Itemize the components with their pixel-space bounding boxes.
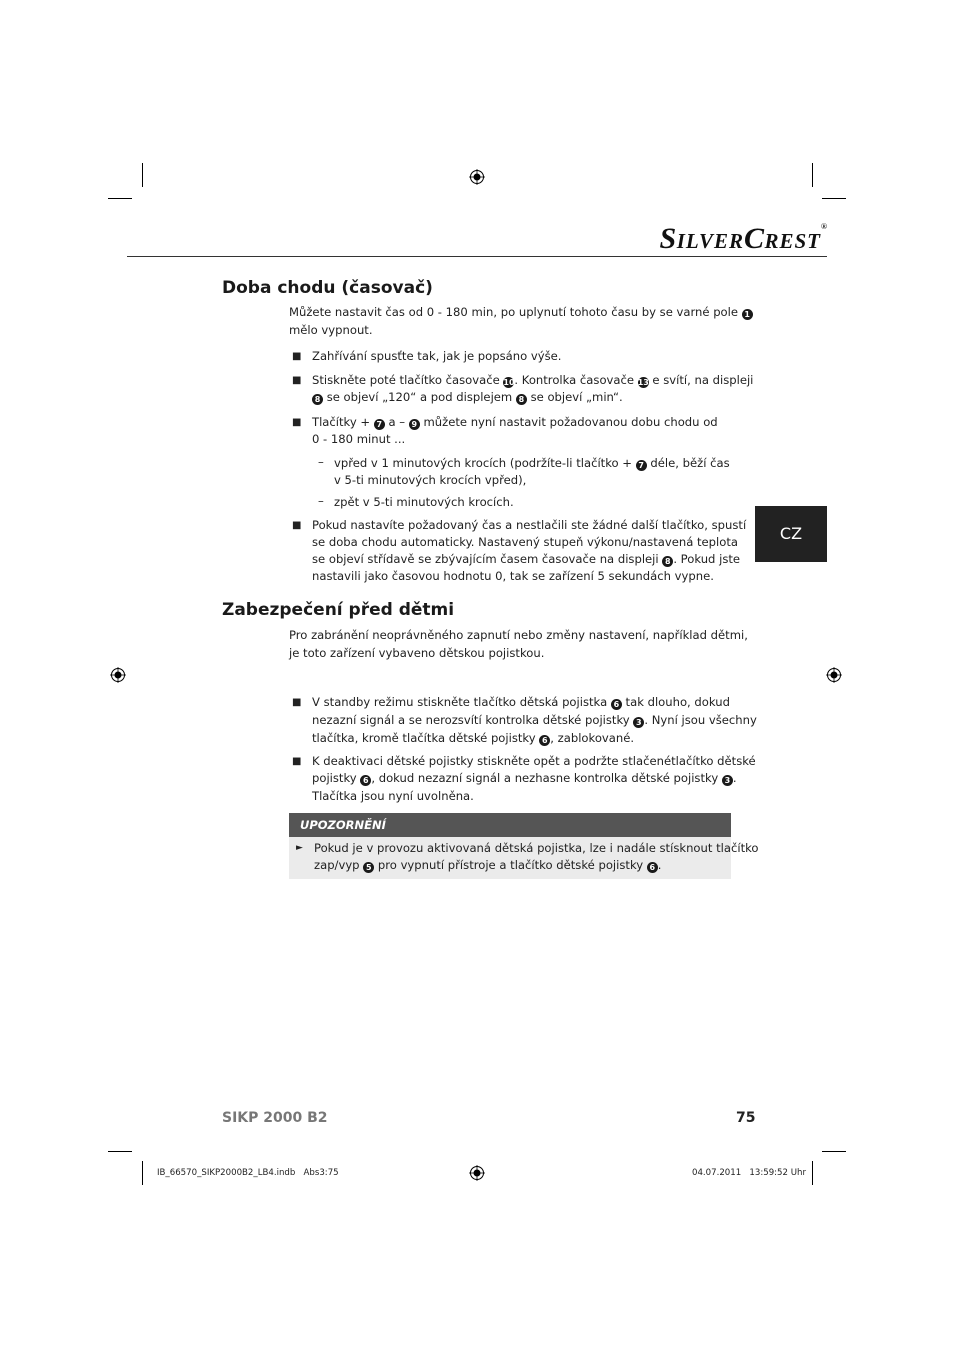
marker-number: 13 (637, 378, 649, 387)
list-item: Tlačítky + 7 a – 9 můžete nyní nastavit požadovanou dobu chodu od (312, 415, 718, 429)
marker-number: 8 (312, 394, 323, 405)
bullet-icon: ■ (292, 375, 302, 386)
marker-number: 6 (539, 735, 550, 746)
bullet-icon: ■ (292, 697, 302, 708)
registration-mark-icon (469, 169, 485, 185)
marker-number: 7 (374, 419, 385, 430)
note-arrow-icon: ► (296, 843, 303, 853)
section-title-timer: Doba chodu (časovač) (222, 278, 433, 298)
list-item-continuation: tlačítka, kromě tlačítka dětské pojistky 6 , zablokované. (312, 731, 635, 745)
registration-mark-icon (469, 1165, 485, 1181)
paragraph: Pro zabránění neoprávněného zapnutí nebo změny nastavení, například dětmi, (289, 628, 748, 642)
crop-mark (108, 1151, 132, 1152)
marker-number: 8 (516, 394, 527, 405)
list-item: Pokud nastavíte požadovaný čas a nestlačili ste žádné další tlačítko, spustí (312, 518, 747, 532)
crop-mark (822, 198, 846, 199)
paragraph: mělo vypnout. (289, 323, 373, 337)
paragraph: je toto zařízení vybaveno dětskou pojistkou. (289, 646, 545, 660)
paragraph: Můžete nastavit čas od 0 - 180 min, po uplynutí tohoto času by se varné pole 1 (289, 304, 753, 322)
bullet-icon: ■ (292, 520, 302, 531)
footer-model: SIKP 2000 B2 (222, 1110, 328, 1126)
marker-number: 7 (636, 460, 647, 471)
marker-number: 9 (409, 419, 420, 430)
crop-mark (812, 1161, 813, 1185)
sub-list-item: vpřed v 1 minutových krocích (podržíte-li tlačítko + 7 déle, běží čas (334, 456, 730, 470)
note-heading: UPOZORNĚNÍ (289, 813, 731, 837)
list-item-continuation: 8 se objeví „120“ a pod displejem 8 se objeví „min“. (312, 389, 623, 407)
note-text: zap/vyp 5 pro vypnutí přístroje a tlačítko dětské pojistky 6 . (314, 858, 662, 872)
slug-file-info: IB_66570_SIKP2000B2_LB4.indb Abs3:75 (157, 1168, 339, 1178)
list-item: Stiskněte poté tlačítko časovače 10. Kontrolka časovače 13 e svítí, na displeji (312, 373, 754, 387)
marker-number: 3 (633, 717, 644, 728)
bullet-icon: ■ (292, 756, 302, 767)
sub-list-item: zpět v 5-ti minutových krocích. (334, 495, 514, 509)
language-tab: CZ (755, 506, 827, 562)
marker-number: 6 (360, 775, 371, 786)
list-item-continuation: pojistky 6 , dokud nezazní signál a nezhasne kontrolka dětské pojistky 3 . (312, 771, 737, 785)
page-number: 75 (736, 1110, 756, 1126)
list-item: K deaktivaci dětské pojistky stiskněte opět a podržte stlačenétlačítko dětské (312, 754, 756, 768)
marker-number: 5 (363, 862, 374, 873)
note-text: Pokud je v provozu aktivovaná dětská pojistka, lze i nadále stísknout tlačítko (314, 841, 759, 855)
registration-mark-icon (826, 667, 842, 683)
crop-mark (812, 163, 813, 187)
list-item-continuation: se objeví střídavě se zbývajícím časem časovače na displeji 8 . Pokud jste (312, 552, 741, 566)
list-item-continuation: nastavili jako časovou hodnotu 0, tak se zařízení 5 sekundách vypne. (312, 569, 714, 583)
brand-logo: SILVERCREST® (659, 222, 827, 255)
marker-number: 10 (503, 378, 515, 387)
crop-mark (142, 163, 143, 187)
bullet-icon: ■ (292, 351, 302, 362)
marker-number: 8 (662, 556, 673, 567)
list-item-continuation: Tlačítka jsou nyní uvolněna. (312, 789, 474, 803)
bullet-icon: ■ (292, 417, 302, 428)
crop-mark (142, 1161, 143, 1185)
list-item: V standby režimu stiskněte tlačítko dětská pojistka 6 tak dlouho, dokud (312, 695, 730, 709)
list-item-continuation: 0 - 180 minut ... (312, 432, 406, 446)
dash-marker: – (318, 494, 324, 508)
header-rule (127, 256, 827, 257)
list-item-continuation: se doba chodu automaticky. Nastavený stupeň výkonu/nastavená teplota (312, 535, 738, 549)
list-item-continuation: nezazní signál a se nerozsvítí kontrolka dětské pojistky 3 . Nyní jsou všechny (312, 713, 757, 727)
slug-timestamp: 04.07.2011 13:59:52 Uhr (692, 1168, 806, 1178)
section-title-child-lock: Zabezpečení před dětmi (222, 600, 455, 620)
crop-mark (822, 1151, 846, 1152)
dash-marker: – (318, 455, 324, 469)
marker-number: 6 (611, 699, 622, 710)
marker-number: 6 (647, 862, 658, 873)
registration-mark-icon (110, 667, 126, 683)
list-item: Zahřívání spusťte tak, jak je popsáno výše. (312, 349, 562, 363)
marker-number: 3 (722, 775, 733, 786)
sub-list-item-continuation: v 5-ti minutových krocích vpřed), (334, 473, 527, 487)
crop-mark (108, 198, 132, 199)
marker-number: 1 (742, 309, 753, 320)
